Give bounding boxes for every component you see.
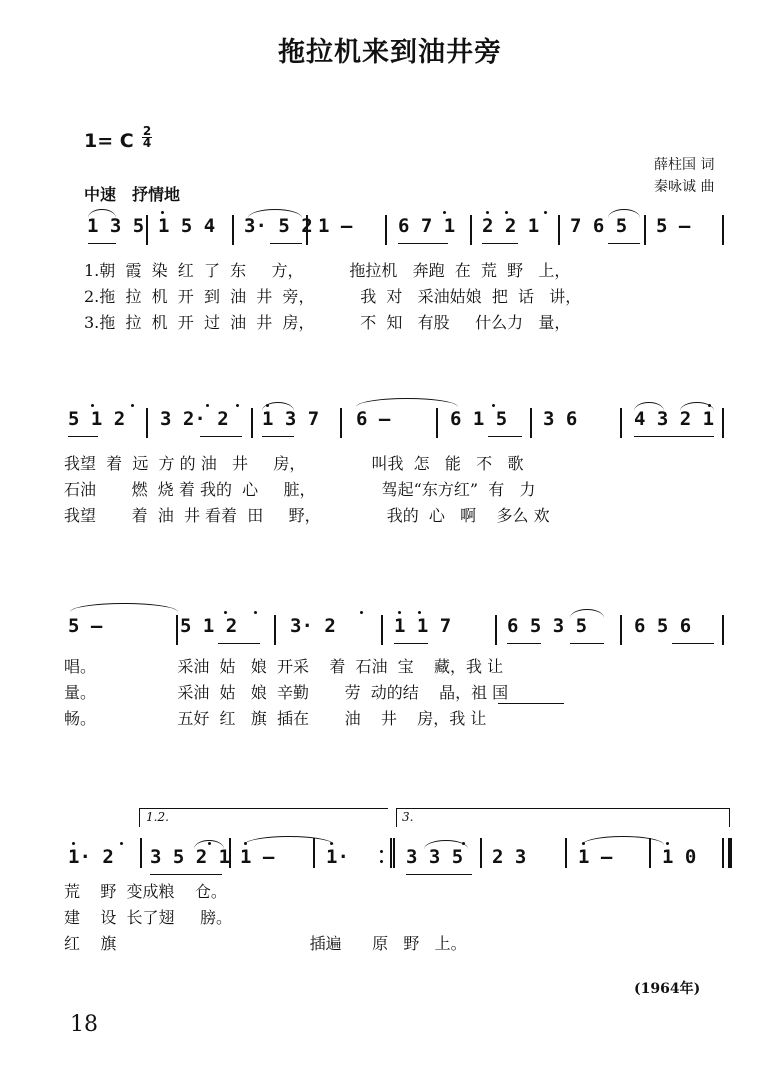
lyricist-credit: 薛柱国 词: [654, 157, 715, 173]
tie: [356, 398, 458, 407]
measure-notes: 1 –: [578, 846, 613, 868]
measure-notes: 3 6: [543, 408, 578, 430]
lyric-line-verse-2: 建 设 长了翅 膀。: [64, 908, 232, 927]
volta-2: [396, 808, 730, 827]
tie: [244, 836, 334, 845]
volta-1: [139, 808, 388, 827]
slur: [634, 402, 664, 411]
measure-notes: 6 –: [356, 408, 391, 430]
lyric-line-verse-1: 荒 野 变成粮 仓。: [64, 882, 227, 901]
measure-notes: 7 6 5: [570, 215, 628, 237]
composer-credit: 秦咏诚 曲: [654, 179, 715, 195]
page-number: 18: [70, 1012, 98, 1037]
slur: [570, 609, 604, 618]
key-signature: 1= C: [84, 130, 134, 152]
lyric-line-verse-2: 2.拖 拉 机 开 到 油 井 旁， 我 对 采油姑娘 把 话 讲，: [84, 287, 582, 306]
composition-year: (1964年): [634, 981, 701, 997]
measure-notes: 6 7 1: [398, 215, 456, 237]
lyric-line-verse-1: 唱。 采油 姑 娘 开采 着 石油 宝 藏，我 让: [64, 657, 504, 676]
tie: [582, 836, 664, 845]
measure-notes: 5 1 2: [68, 408, 126, 430]
measure-notes: 3 2· 2: [160, 408, 229, 430]
measure-notes: 1·: [326, 846, 349, 868]
measure-notes: 5 1 2: [180, 615, 238, 637]
lyric-line-verse-1: 我望 着 远 方 的 油 井 房， 叫我 怎 能 不 歌: [64, 454, 524, 473]
measure-notes: 1 5 4: [158, 215, 216, 237]
lyric-line-verse-1: 1.朝 霞 染 红 了 东 方， 拖拉机 奔跑 在 荒 野 上，: [84, 261, 571, 280]
volta-2-label: 3.: [402, 810, 414, 824]
tempo-marking: 中速 抒情地: [84, 185, 181, 204]
measure-notes: 5 –: [656, 215, 691, 237]
lyric-line-verse-3: 我望 着 油 井 看着 田 野， 我的 心 啊 多么 欢: [64, 506, 550, 525]
measure-notes: 6 1 5: [450, 408, 508, 430]
measure-notes: 1 1 7: [394, 615, 452, 637]
lyric-line-verse-3: 红 旗 插遍 原 野 上。: [64, 934, 467, 953]
measure-notes: 6 5 3 5: [507, 615, 588, 637]
slur: [608, 209, 640, 218]
measure-notes: 1· 2: [68, 846, 114, 868]
lyric-line-verse-2: 量。 采油 姑 娘 辛勤 劳 动的结 晶，祖 国: [64, 683, 509, 702]
measure-notes: 2 3: [492, 846, 527, 868]
measure-notes: 3 5 2 1: [150, 846, 231, 868]
slur: [88, 209, 116, 218]
lyric-line-verse-3: 3.拖 拉 机 开 过 油 井 房， 不 知 有股 什么力 量，: [84, 313, 571, 332]
measure-notes: 1 –: [318, 215, 353, 237]
measure-notes: 1 –: [240, 846, 275, 868]
lyric-line-verse-3: 畅。 五好 红 旗 插在 油 井 房，我 让: [64, 709, 487, 728]
measure-notes: 3 3 5: [406, 846, 464, 868]
measure-notes: 4 3 2 1: [634, 408, 715, 430]
meter-bottom: 4: [142, 136, 152, 150]
tie: [70, 603, 178, 612]
measure-notes: 1 3 7: [262, 408, 320, 430]
measure-notes: 6 5 6: [634, 615, 692, 637]
song-title: 拖拉机来到油井旁: [278, 37, 502, 68]
slur: [248, 209, 302, 218]
measure-notes: 3· 5 2: [244, 215, 313, 237]
measure-notes: 1 3 5: [87, 215, 145, 237]
meter-top: 2: [142, 124, 152, 138]
measure-notes: 1 0: [662, 846, 697, 868]
lyric-line-verse-2: 石油 燃 烧 着 我的 心 脏， 驾起“东方红” 有 力: [64, 480, 536, 499]
measure-notes: 2 2 1: [482, 215, 540, 237]
volta-1-label: 1.2.: [146, 810, 169, 824]
time-signature: [142, 126, 152, 149]
measure-notes: 3· 2: [290, 615, 336, 637]
measure-notes: 5 –: [68, 615, 103, 637]
